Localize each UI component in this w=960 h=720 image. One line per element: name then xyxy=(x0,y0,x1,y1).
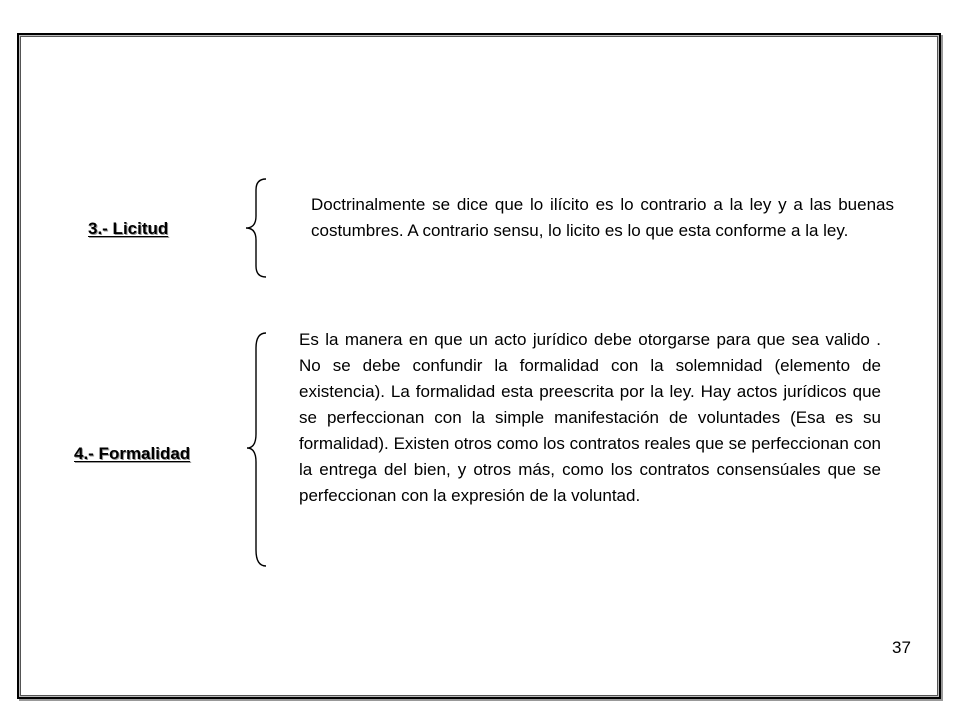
left-brace-icon xyxy=(244,330,272,570)
page-number: 37 xyxy=(892,638,911,657)
paragraph-formalidad: Es la manera en que un acto jurídico debe otorgarse para que sea valido . No se debe confundir la formalidad con la solemnidad (elemento de existencia). La formalidad esta preescrita por la ley. Hay actos jurídicos que se perfeccionan con la simple manifestación de voluntades (Esa es su formalidad). Existen otros como los contratos reales que se perfeccionan con la entrega del bien, y otros más, como los contratos consensúales que se perfeccionan con la expresión de la voluntad. xyxy=(299,330,881,505)
left-brace-icon xyxy=(242,176,272,280)
paragraph-licitud: Doctrinalmente se dice que lo ilícito es lo contrario a la ley y a las buenas costumbres. A contrario sensu, lo licito es lo que esta conforme a la ley. xyxy=(311,195,894,240)
heading-licitud: 3.- Licitud xyxy=(88,219,169,238)
heading-formalidad: 4.- Formalidad xyxy=(74,444,191,463)
